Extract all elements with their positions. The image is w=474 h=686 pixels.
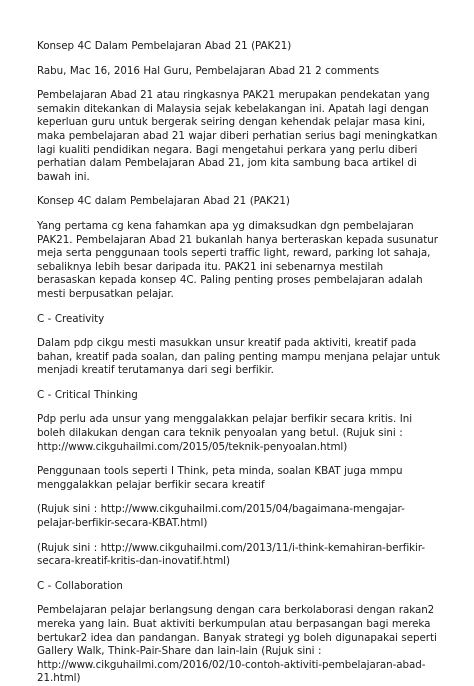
intro-paragraph: Pembelajaran Abad 21 atau ringkasnya PAK21 merupakan pendekatan yang semakin ditekankan di Malaysia sejak kebelakangan ini. Apatah lagi dengan keperluan guru untuk bergerak seiring dengan kehendak pelajar masa kini, maka pembelajaran abad 21 wajar diberi perhatian serius bagi meningkatkan lagi kualiti pendidikan negara. Bagi mengetahui perkara yang perlu diberi perhatian dalam Pembelajaran Abad 21, jom kita sambung baca artikel di bawah ini. — [37, 89, 438, 183]
critical-reference-1: (Rujuk sini : http://www.cikguhailmi.com/2015/04/bagaimana-mengajar-pelajar-berfikir-secara-KBAT.html) — [37, 503, 405, 530]
critical-thinking-heading: C - Critical Thinking — [37, 388, 138, 401]
collaboration-paragraph: Pembelajaran pelajar berlangsung dengan cara berkolaborasi dengan rakan2 mereka yang lain. Buat aktiviti berkumpulan atau berpasangan bagi mereka bertukar2 idea dan pandangan. Banyak strategi yg boleh digunapakai seperti Gallery Walk, Think-Pair-Share dan lain-lain (Rujuk sini : http://www.cikguhailmi.com/2016/02/10-contoh-aktiviti-pembelajaran-abad-21.html) — [37, 604, 437, 685]
post-meta: Rabu, Mac 16, 2016 Hal Guru, Pembelajaran Abad 21 2 comments — [37, 64, 380, 77]
section-heading-concept: Konsep 4C dalam Pembelajaran Abad 21 (PAK21) — [37, 195, 290, 208]
collaboration-heading: C - Collaboration — [37, 579, 123, 592]
document-title: Konsep 4C Dalam Pembelajaran Abad 21 (PAK21) — [37, 40, 292, 52]
critical-thinking-paragraph: Pdp perlu ada unsur yang menggalakkan pelajar berfikir secara kritis. Ini boleh dilakukan dengan cara teknik penyoalan yang betul. (Rujuk sini : http://www.cikguhailmi.com/2015/05/teknik-penyoalan.html) — [37, 413, 413, 453]
critical-tools-paragraph: Penggunaan tools seperti I Think, peta minda, soalan KBAT juga mmpu menggalakkan pelajar berfikir secara kreatif — [37, 465, 403, 491]
critical-reference-2: (Rujuk sini : http://www.cikguhailmi.com/2013/11/i-think-kemahiran-berfikir-secara-kreatif-kritis-dan-inovatif.html) — [37, 541, 426, 568]
creativity-paragraph: Dalam pdp cikgu mesti masukkan unsur kreatif pada aktiviti, kreatif pada bahan, kreatif pada soalan, dan paling penting mampu menjana pelajar untuk menjadi kreatif terutamanya dari segi berfikir. — [37, 337, 441, 377]
concept-paragraph: Yang pertama cg kena fahamkan apa yg dimaksudkan dgn pembelajaran PAK21. Pembelajaran Abad 21 bukanlah hanya berteraskan kepada susunatur meja serta penggunaan tools seperti traffic light, reward, parking lot sahaja, sebaliknya lebih besar daripada itu. PAK21 ini sebenarnya mestilah berasaskan kepada konsep 4C. Paling penting proses pembelajaran adalah mesti berpusatkan pelajar. — [37, 219, 438, 300]
creativity-heading: C - Creativity — [37, 312, 105, 325]
